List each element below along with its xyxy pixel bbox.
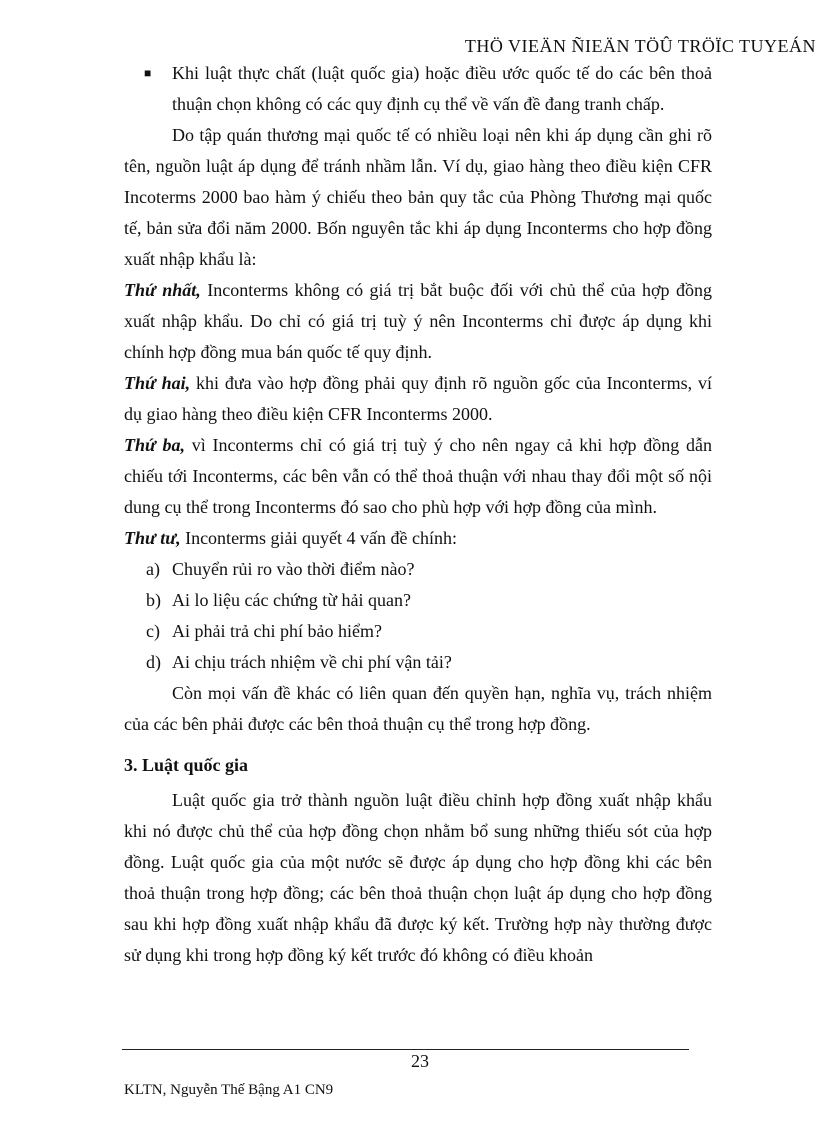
principle-text: Inconterms giải quyết 4 vấn đề chính:: [180, 528, 458, 548]
paragraph-national-law: Luật quốc gia trở thành nguồn luật điều chỉnh hợp đồng xuất nhập khẩu khi nó được chủ thể của hợp đồng chọn nhằm bổ sung những thiếu sót của hợp đồng. Luật quốc gia của một nước sẽ được áp dụng cho hợp đồng khi các bên thoả thuận trong hợp đồng; các bên thoả thuận chọn luật áp dụng cho hợp đồng sau khi hợp đồng xuất nhập khẩu đã được ký kết. Trường hợp này thường được sử dụng khi trong hợp đồng ký kết trước đó không có điều khoản: [124, 790, 712, 965]
list-marker: b): [146, 590, 161, 610]
principle-text: vì Inconterms chỉ có giá trị tuỳ ý cho nên ngay cả khi hợp đồng dẫn chiếu tới Inconterms, các bên vẫn có thể thoả thuận với nhau thay đổi một số nội dung cụ thể trong Inconterms đó sao cho phù hợp với hợp đồng của mình.: [124, 435, 712, 517]
principle-second: [124, 368, 712, 430]
list-text: Chuyển rủi ro vào thời điểm nào?: [172, 559, 415, 579]
principle-third: [124, 430, 712, 523]
list-marker: d): [146, 652, 161, 672]
principle-fourth: [124, 523, 712, 554]
page-header: THÖ VIEÄN ÑIEÄN TÖÛ TRÖÏC TUYEÁN: [464, 36, 816, 56]
list-marker: c): [146, 621, 160, 641]
list-item: [124, 616, 712, 647]
section-heading: 3. Luật quốc gia: [124, 755, 249, 775]
principle-lead: Thứ nhất,: [124, 280, 201, 300]
list-text: Ai lo liệu các chứng từ hải quan?: [172, 590, 411, 610]
list-text: Ai phải trả chi phí bảo hiểm?: [172, 621, 382, 641]
bullet-text: Khi luật thực chất (luật quốc gia) hoặc điều ước quốc tế do các bên thoả thuận chọn không có các quy định cụ thể về vấn đề đang tranh chấp.: [172, 63, 712, 114]
list-item: [124, 647, 712, 678]
principle-lead: Thứ hai,: [124, 373, 191, 393]
footer-author: KLTN, Nguyễn Thế Bậng A1 CN9: [124, 1082, 334, 1098]
principle-lead: Thứ ba,: [124, 435, 186, 455]
list-marker: a): [146, 559, 160, 579]
paragraph-other-issues: Còn mọi vấn đề khác có liên quan đến quyền hạn, nghĩa vụ, trách nhiệm của các bên phải được các bên thoả thuận cụ thể trong hợp đồng.: [124, 683, 712, 734]
paragraph-incoterms-intro: Do tập quán thương mại quốc tế có nhiều loại nên khi áp dụng cần ghi rõ tên, nguồn luật áp dụng để tránh nhầm lẫn. Ví dụ, giao hàng theo điều kiện CFR Incoterms 2000 bao hàm ý chiếu theo bản quy tắc của Phòng Thương mại quốc tế, bản sửa đổi năm 2000. Bốn nguyên tắc khi áp dụng Inconterms cho hợp đồng xuất nhập khẩu là:: [124, 125, 712, 269]
page-content: [124, 58, 712, 971]
bullet-square-icon: ■: [144, 66, 152, 80]
principle-lead: Thư tư,: [124, 528, 181, 548]
list-item: [124, 585, 712, 616]
page-number: 23: [411, 1051, 429, 1071]
list-item: [124, 554, 712, 585]
principle-first: [124, 275, 712, 368]
bullet-item: [124, 58, 712, 120]
list-text: Ai chịu trách nhiệm về chi phí vận tải?: [172, 652, 452, 672]
principle-text: Inconterms không có giá trị bắt buộc đối với chủ thể của hợp đồng xuất nhập khẩu. Do chỉ có giá trị tuỳ ý nên Inconterms chỉ được áp dụng khi chính hợp đồng mua bán quốc tế quy định.: [124, 280, 712, 362]
principle-text: khi đưa vào hợp đồng phải quy định rõ nguồn gốc của Inconterms, ví dụ giao hàng theo điều kiện CFR Inconterms 2000.: [124, 373, 712, 424]
